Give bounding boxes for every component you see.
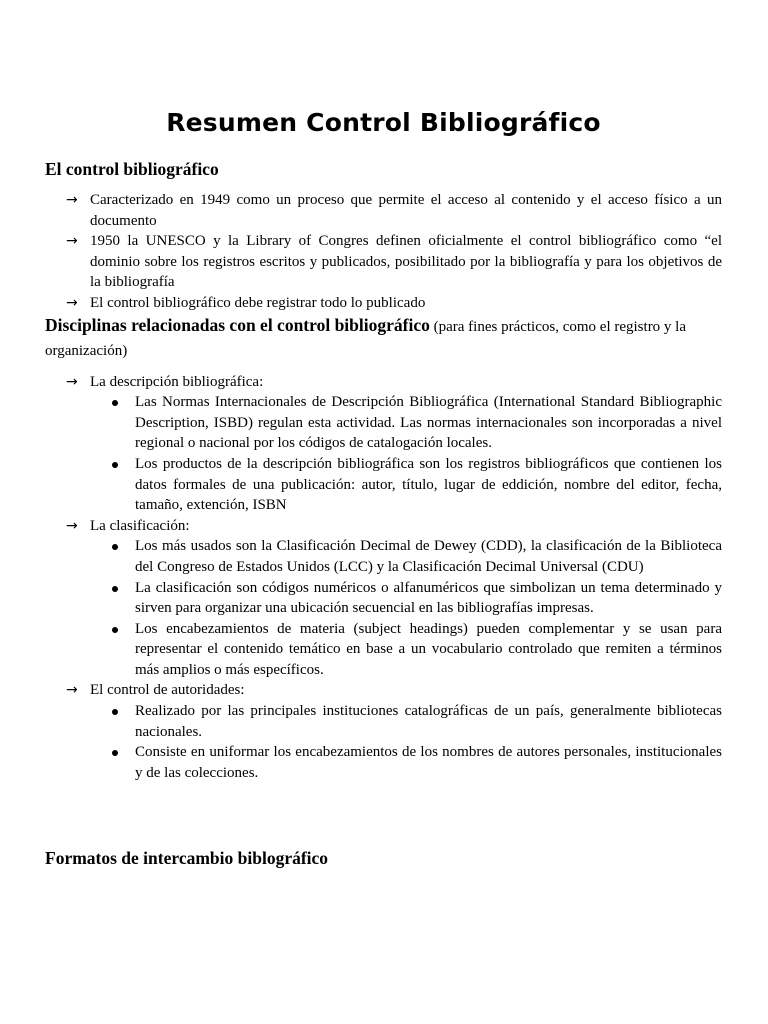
bullet-icon <box>112 544 118 550</box>
bullet-list-descripcion <box>45 392 722 516</box>
bullet-icon <box>112 462 118 468</box>
list-item <box>90 742 722 783</box>
bullet-icon <box>112 627 118 633</box>
list-item-text: Los más usados son la Clasificación Decimal de Dewey (CDD), la clasificación de la Biblioteca del Congreso de Estados Unidos (LCC) y la Clasificación Decimal Universal (CDU) <box>135 538 722 575</box>
list-item <box>90 701 722 742</box>
section-heading-control: El control bibliográfico <box>45 159 219 179</box>
list-item <box>90 619 722 681</box>
bullet-icon <box>112 750 118 756</box>
list-item <box>45 293 722 314</box>
group-label-autoridades: El control de autoridades: <box>90 682 245 699</box>
list-item <box>90 578 722 619</box>
section-heading-formatos: Formatos de intercambio biblográfico <box>45 848 329 869</box>
document-title: Resumen Control Bibliográfico <box>166 108 601 137</box>
arrow-icon: → <box>66 192 78 208</box>
group-label-clasificacion: La clasificación: <box>90 517 190 534</box>
bullet-icon <box>112 709 118 715</box>
list-item <box>45 680 722 701</box>
arrow-list-control <box>45 190 722 314</box>
arrow-icon: → <box>66 682 78 699</box>
section-heading-disciplinas <box>45 314 722 362</box>
list-item <box>45 516 722 537</box>
list-item-text: Los encabezamientos de materia (subject headings) pueden complementar y se usan para representar el contenido temático en base a un vocabulario controlado que remiten a términos más amplios o más específicos. <box>135 620 722 678</box>
list-item <box>45 231 722 293</box>
list-item <box>90 392 722 454</box>
list-item-text: Caracterizado en 1949 como un proceso que permite el acceso al contenido y el acceso físico a un documento <box>90 192 722 229</box>
bullet-list-autoridades <box>45 701 722 783</box>
list-item <box>90 454 722 516</box>
list-item-text: Los productos de la descripción bibliográfica son los registros bibliográficos que contienen los datos formales de una publicación: autor, título, lugar de eddición, nombre del editor, fecha, tamaño, extención, ISBN <box>135 455 722 514</box>
list-item-text: La clasificación son códigos numéricos o alfanuméricos que simbolizan un tema determinado y sirven para organizar una ubicación secuencial en las bibliografías impresas. <box>135 579 722 617</box>
list-item-text: El control bibliográfico debe registrar todo lo publicado <box>90 294 426 311</box>
list-item <box>45 372 722 393</box>
group-label-descripcion: La descripción bibliográfica: <box>90 373 264 390</box>
list-item-text: 1950 la UNESCO y la Library of Congres definen oficialmente el control bibliográfico como “el dominio sobre los registros escritos y publicados, posibilitado por la bibliografía y para los objetivos de la bibliografía <box>90 233 722 291</box>
arrow-icon: → <box>66 233 78 250</box>
section-heading-disciplinas-text: Disciplinas relacionadas con el control bibliográfico <box>45 314 430 335</box>
bullet-icon <box>112 586 118 592</box>
section-heading-note: (para fines prácticos, como el registro y la organización) <box>45 318 687 359</box>
list-item-text: Consiste en uniformar los encabezamientos de los nombres de autores personales, institucionales y de las colecciones. <box>135 744 722 781</box>
document-page <box>45 100 722 869</box>
bullet-icon <box>112 400 118 406</box>
arrow-list-autoridades <box>45 680 722 701</box>
arrow-icon: → <box>66 373 78 390</box>
list-item <box>90 536 722 577</box>
arrow-icon: → <box>66 294 78 311</box>
arrow-list-clasificacion <box>45 516 722 537</box>
list-item-text: Las Normas Internacionales de Descripción Bibliográfica (International Standard Bibliographic Description, ISBD) regulan esta actividad. Las normas internacionales son incorporadas a nivel regional o nacional por los códigos de catalogación locales. <box>135 394 722 452</box>
arrow-icon: → <box>66 517 78 534</box>
list-item <box>45 190 722 231</box>
arrow-list-disciplinas <box>45 372 722 393</box>
list-item-text: Realizado por las principales instituciones catalográficas de un país, generalmente bibliotecas nacionales. <box>135 703 722 740</box>
bullet-list-clasificacion <box>45 536 722 680</box>
